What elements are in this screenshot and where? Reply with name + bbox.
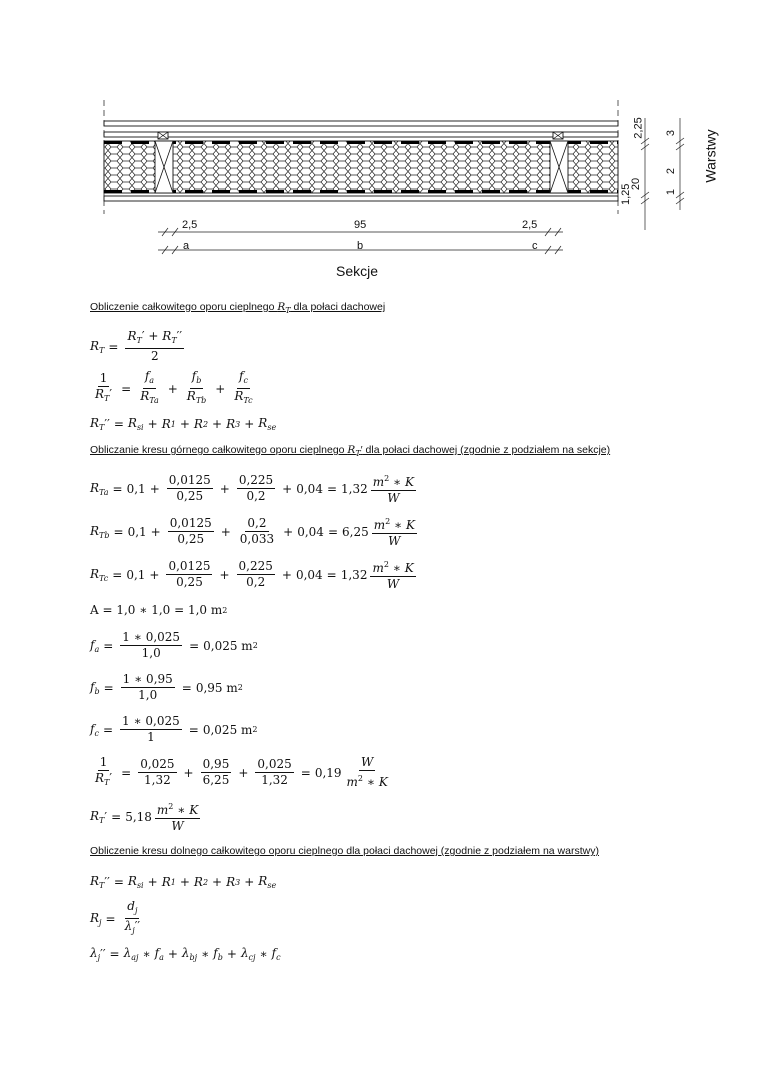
eq-rt-upper-sum: $\frac{1}{R_T'}$ = $\frac{0,025}{1,32}$ + $\frac{0,95}{6,25}$ + $\frac{0,025}{1,32}$ = 0,19 $\frac{W}{m^2 ∗ K}$ [95,755,388,789]
bottom-board [104,196,618,201]
roof-section-drawing [0,0,760,300]
eq-lambda: $\lambda_j$ ′′ = $\lambda_{aj}$ ∗ $f_a$ + $\lambda_{bj}$ ∗ $f_b$ + $\lambda_{cj}$ ∗ $f_c$ [90,946,281,962]
eq-rta: $R_{Ta}$ = 0,1 + $\frac{0,0125}{0,25}$ + $\frac{0,225}{0,2}$ + 0,04 = 1,32 $\frac{m^2 ∗ K}{W}$ [90,473,414,505]
eq-rt-mean: $R_T$ = $\frac{R_T' + R_T''}{2}$ [90,329,183,363]
layer-dim-3: 2,25 [632,117,645,139]
dim-left: 2,5 [182,219,198,231]
rafter-right [550,141,568,193]
dimension-lines-right [641,118,684,230]
eq-fc: $f_c$ = $\frac{1 ∗ 0,025}{1}$ = 0,025 m 2 [90,714,258,744]
heading-upper-bound: Obliczanie kresu górnego całkowitego oporu cieplnego $R_T'$ dla połaci dachowej (zgodnie z podziałem na sekcje) [90,444,611,458]
layer-dim-2: 20 [630,177,643,191]
eq-area: A = 1,0 ∗ 1,0 = 1,0 m 2 [90,603,228,617]
layer-number-2: 2 [665,167,678,175]
section-c-label: c [532,240,538,252]
section-a-label: a [183,240,190,252]
membrane [104,132,618,137]
dim-right: 2,5 [522,219,538,231]
eq-rt-lower-definition: $R_T$ ′′ = $R_{si}$ + R 1 + R 2 + R 3 + $R_{se}$ [90,416,277,432]
layer-number-3: 3 [665,129,678,137]
sections-title: Sekcje [336,263,379,279]
eq-rtb: $R_{Tb}$ = 0,1 + $\frac{0,0125}{0,25}$ + $\frac{0,2}{0,033}$ + 0,04 = 6,25 $\frac{m^2 ∗ K}{W}$ [90,516,415,548]
insulation-layer [104,141,618,193]
layer-dim-1: 1,25 [620,183,632,205]
eq-fb: $f_b$ = $\frac{1 ∗ 0,95}{1,0}$ = 0,95 m 2 [90,672,243,702]
batten-left [158,132,168,139]
heading-total-resistance: Obliczenie całkowitego oporu cieplnego $R_T$ dla połaci dachowej [90,301,386,315]
eq-rt-upper-result: $R_T$ ′ = 5,18 $\frac{m^2 ∗ K}{W}$ [90,802,199,833]
section-b-label: b [357,240,364,252]
eq-rtc: $R_{Tc}$ = 0,1 + $\frac{0,0125}{0,25}$ + $\frac{0,225}{0,2}$ + 0,04 = 1,32 $\frac{m^2 ∗ K}{W}$ [90,559,414,591]
batten-right [553,132,563,139]
eq-rt-lower: $R_T$ ′′ = $R_{si}$ + R 1 + R 2 + R 3 + $R_{se}$ [90,874,277,890]
eq-rj: $R_j$ = $\frac{d_j}{\lambda_j''}$ [90,899,141,935]
eq-fa: $f_a$ = $\frac{1 ∗ 0,025}{1,0}$ = 0,025 m 2 [90,630,258,660]
eq-rt-upper-definition: $\frac{1}{R_T'}$ = $\frac{f_a}{R_{Ta}}$ + $\frac{f_b}{R_{Tb}}$ + $\frac{f_c}{R_{Tc}}$ [95,369,253,405]
layers-title: Warstwy [702,129,719,183]
layer-number-1: 1 [665,188,678,196]
dim-middle: 95 [354,219,367,231]
heading-lower-bound: Obliczenie kresu dolnego całkowitego oporu cieplnego dla połaci dachowej (zgodnie z podziałem na warstwy) [90,845,599,857]
rafter-left [155,141,173,193]
top-board [104,121,618,126]
